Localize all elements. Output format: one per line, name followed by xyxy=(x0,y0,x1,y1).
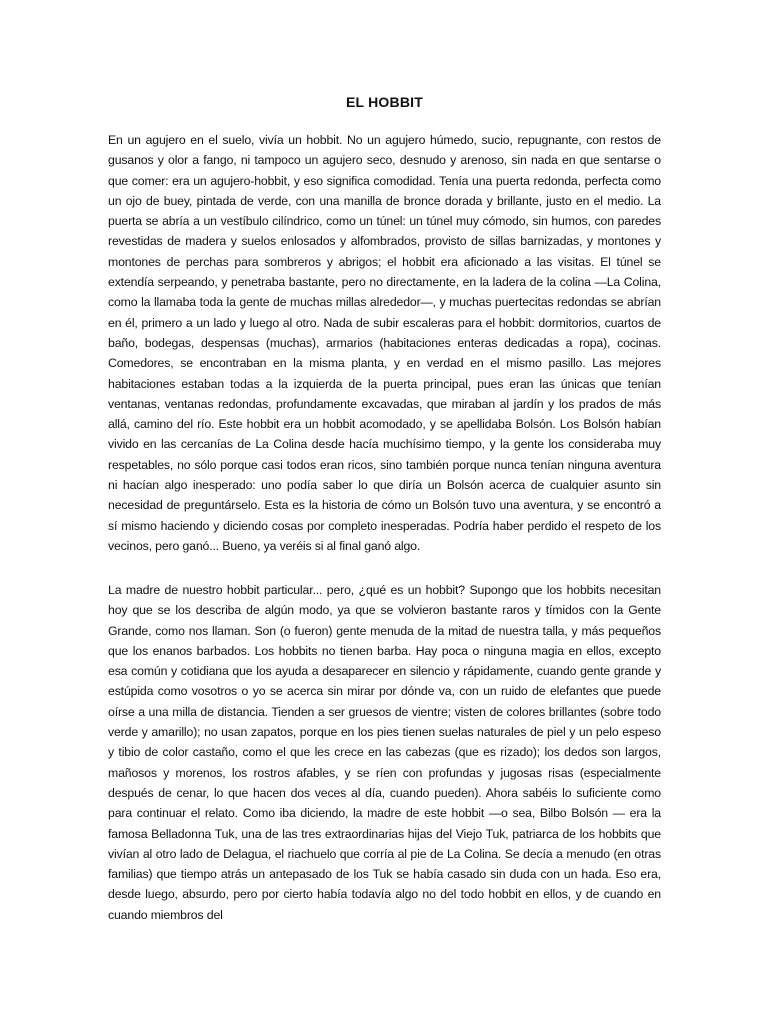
paragraph-1: En un agujero en el suelo, vivía un hobbit. No un agujero húmedo, sucio, repugnante, con restos de gusanos y olor a fango, ni tampoco un agujero seco, desnudo y arenoso, sin nada en que sentarse o que comer: era un agujero-hobbit, y eso significa comodidad. Tenía una puerta redonda, perfecta como un ojo de buey, pintada de verde, con una manilla de bronce dorada y brillante, justo en el medio. La puerta se abría a un vestíbulo cilíndrico, como un túnel: un túnel muy cómodo, sin humos, con paredes revestidas de madera y suelos enlosados y alfombrados, provisto de sillas barnizadas, y montones y montones de perchas para sombreros y abrigos; el hobbit era aficionado a las visitas. El túnel se extendía serpeando, y penetraba bastante, pero no directamente, en la ladera de la colina —La Colina, como la llamaba toda la gente de muchas millas alrededor—, y muchas puertecitas redondas se abrían en él, primero a un lado y luego al otro. Nada de subir escaleras para el hobbit: dormitorios, cuartos de baño, bodegas, despensas (muchas), armarios (habitaciones enteras dedicadas a ropa), cocinas. Comedores, se encontraban en la misma planta, y en verdad en el mismo pasillo. Las mejores habitaciones estaban todas a la izquierda de la puerta principal, pues eran las únicas que tenían ventanas, ventanas redondas, profundamente excavadas, que miraban al jardín y los prados de más allá, camino del río. Este hobbit era un hobbit acomodado, y se apellidaba Bolsón. Los Bolsón habían vivido en las cercanías de La Colina desde hacía muchísimo tiempo, y la gente los consideraba muy respetables, no sólo porque casi todos eran ricos, sino también porque nunca tenían ninguna aventura ni hacían algo inesperado: uno podía saber lo que diría un Bolsón acerca de cualquier asunto sin necesidad de preguntárselo. Esta es la historia de cómo un Bolsón tuvo una aventura, y se encontró a sí mismo haciendo y diciendo cosas por completo inesperadas. Podría haber perdido el respeto de los vecinos, pero ganó... Bueno, ya veréis si al final ganó algo. xyxy=(108,133,661,553)
document-page xyxy=(108,0,661,1024)
paragraph-2: La madre de nuestro hobbit particular... pero, ¿qué es un hobbit? Supongo que los hobbits necesitan hoy que se los describa de algún modo, ya que se volvieron bastante raros y tímidos con la Gente Grande, como nos llaman. Son (o fueron) gente menuda de la mitad de nuestra talla, y más pequeños que los enanos barbados. Los hobbits no tienen barba. Hay poca o ninguna magia en ellos, excepto esa común y cotidiana que los ayuda a desaparecer en silencio y rápidamente, cuando gente grande y estúpida como vosotros o yo se acerca sin mirar por dónde va, con un ruido de elefantes que puede oírse a una milla de distancia. Tienden a ser gruesos de vientre; visten de colores brillantes (sobre todo verde y amarillo); no usan zapatos, porque en los pies tienen suelas naturales de piel y un pelo espeso y tibio de color castaño, como el que les crece en las cabezas (que es rizado); los dedos son largos, mañosos y morenos, los rostros afables, y se ríen con profundas y jugosas risas (especialmente después de cenar, lo que hacen dos veces al día, cuando pueden). Ahora sabéis lo suficiente como para continuar el relato. Como iba diciendo, la madre de este hobbit —o sea, Bilbo Bolsón — era la famosa Belladonna Tuk, una de las tres extraordinarias hijas del Viejo Tuk, patriarca de los hobbits que vivían al otro lado de Delagua, el riachuelo que corría al pie de La Colina. Se decía a menudo (en otras familias) que tiempo atrás un antepasado de los Tuk se había casado sin duda con un hada. Eso era, desde luego, absurdo, pero por cierto había todavía algo no del todo hobbit en ellos, y de cuando en cuando miembros del xyxy=(108,583,661,922)
document-title: EL HOBBIT xyxy=(346,94,423,110)
